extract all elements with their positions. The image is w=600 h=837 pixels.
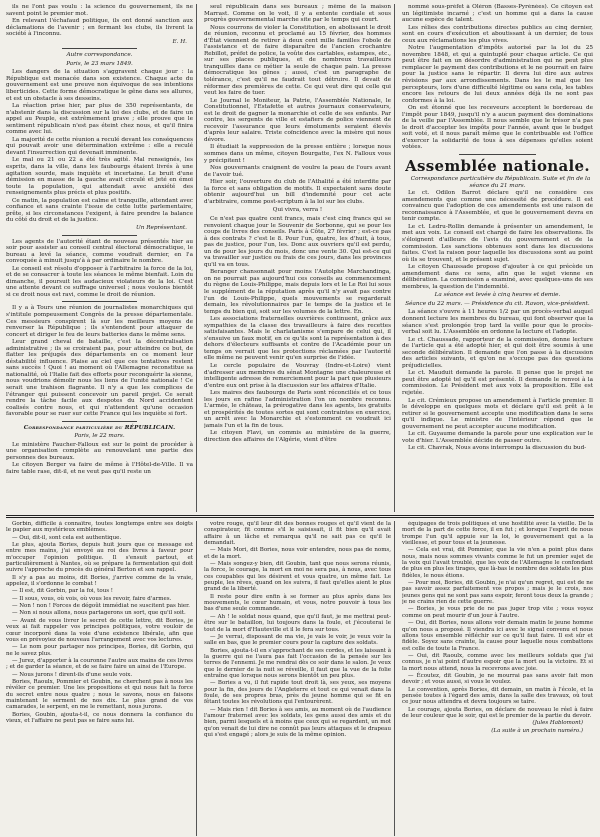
paragraph: Le citoyen Flavi, un commis au ministère de la guerre, direction des affaires de l'Algérie, vient d'être [204, 430, 391, 443]
author-signature: (Jules Hablomont) [532, 720, 583, 727]
signature: E. H. [172, 38, 187, 45]
paragraph: — Non ! non ! Forces de dégoût immédiat ne suscitent pas hier. [12, 603, 190, 610]
paragraph: — Jurez, d'apporter à la couronne l'autre aux mains de ces livres ; et de garder la séance, et de se faire faire un ainsi de l'Europe. [6, 657, 193, 671]
divider [62, 235, 137, 236]
divider [459, 154, 535, 155]
section-title: Autre correspondance. [66, 52, 133, 59]
paragraph: Les maires des faubourgs de Paris sont réconciliés et ce tous les jours en rafine l'administration l'on un nombre reconnu. L'armée, le château, la prérogative dans les agents, les gratuits et prospérités de toutes sortes qui sont contraintes en exercice, un arrêt avec la Monarchie et s'estomment ce voudrait ici jamais l'un et la fin de tous. [204, 390, 391, 429]
paragraph: Les agents de l'autorité étant de nouveau présentés hier au soir pour assister au conseil central électoral démocratique, le bureau a levé la séance, comme voudrait dernier, en l'a convoquée à minuit jusqu'à à par ordinaire le nombre. [6, 238, 193, 265]
paragraph: — Oui, dit Bories, nous allons voir demain matin le jeune homme qu'on nous a proposé. Il viendra ici avec le signal convenu et nous allons tous ensemble réfléchir sur ce qu'il faut faire. Il est sûr et fidèle. Soyez sans crainte, la cause pour laquelle nous combattons est celle de toute la France. [402, 620, 593, 652]
dateline: Paris, le 23 mars 1849. [66, 60, 133, 67]
session-title: Séance du 22 mars. — Présidence du cit. Ravon, vice-président. [405, 300, 590, 307]
paragraph: Notre l'augmentation d'impôts autorisé par la loi du 25 novembre 1848, et qui a quintuplé pour chaque article. Ce qui peut être fait en un désordre d'administration qui ne peut plus remplacer le payment des contributions et le ne pourrait en faire pour la justice sans le répartir. Il devra lui dire aux autres révisions par aux arrondissements. Dans les le mal que les percepteurs, lors d'une difficulté légitime ou sans cela, les tables encore les retours de lui deux années déjà ils ne sont pas conformes à la loi. [402, 45, 593, 104]
paragraph: Les dangers de la situation s'aggravent chaque jour : la République est menacée dans son existence. Chaque acte du gouvernement est une preuve non équivoque de ses intentions liberticides. Cette forme démocratique le gêne dans ses allures, et est un obstacle à ses desseins. [6, 69, 193, 102]
paragraph: — Non si nous allons, nous partagerons un sort, que qu'il soit. [12, 610, 186, 617]
to-be-continued: (La suite à un prochain numéro.) [491, 727, 583, 734]
paragraph: Les rélies des contributions directes publics au cinq dernier, sont en cours d'exécution et aboutissant à un dernier, de tous ceux aux réclamations les plus vives. [402, 24, 593, 44]
paragraph: Il étudiait la suppression de la presse entière ; lorsque nous sommes dans un même, citoyen Bourgatte, l'ex N. Falloux vous y précipitent ! [204, 144, 391, 164]
paragraph: — Pour moi, Bories, dit Goubin, je n'ai qu'un regret, qui est de ne pas savoir assez parfaitement vos propos ; mais je le crois, nos jeunes gens qui ne sont pas sans espoir, feront tous deux la grande ; je ne crains rien de cette guerre. [402, 580, 593, 606]
paragraph: Beranger chansonnait pour moins l'Autolphe Marchandinga, on ne pourrait pas aujourd'hui ces conseils au commencement du règne de Louis-Philippe, mais depuis lors et le Le Roi lui sous le supplément de la réputation après qu'il n'y avait pas contre l'un de Louis-Philippe, quels mouvements se regarderait demain, les révolutionnaires par le temps de la justice et le temps du bien qui, soit sur les volumes de la lettre. En. [204, 269, 391, 315]
paragraph: Le ct. Odilon Barrot déclare qu'il ne considère ces amendements que comme une nécessité de procédure. Il est convaincu que l'adoption de ces amendements est une raison de reconnaissance à l'Assemblée, et que le gouvernement devra en tenir compte. [402, 190, 593, 223]
paragraph: Le courage, ajouta Bories, on déclare de nouveau le réel à faire de leur couleur que le soir, qui est le premier de la partie du devoir. [402, 706, 593, 719]
paragraph: Gorbin, difficile à connaître, toutes longtemps entre ses doigts le papier aux mystérieux emblèmes. [6, 521, 193, 534]
paragraph: Il y a à Tours une réunion de journalistes monarchiques qui s'intitule pompeusement Congrès de la presse départementale. Ces messieurs conspirent là sur les meilleurs moyens de renverser la République ; ils s'entendent pour attaquer de concert et diriger le feu de leurs batteries dans le même sens. [6, 305, 193, 338]
paragraph: — Mais rien ! dit Bories à ses amis, au moment où de l'audience l'amour fraternel avec les soldats, les gens aussi des amis et du bien, parmi lesquels et à moins que ceux qui se regardent, un mot qu'on venait de lui dire ne connût pas leurs attaques et le drapeau qui s'est engagé ; alors je suis de la même opinion. [204, 706, 391, 738]
paragraph: Il s'y a pas au moins, dit Bories, j'arrive comme de la vraie, appelez, il s'ordonne le combat ! [6, 574, 193, 588]
paragraph: Le cit. Chavrak, Nous avons interrompu la discussion du bud- [408, 445, 587, 452]
paragraph: Hier soir, l'ouverture du club de l'Athalité a été interdite par la force et sans obligation de motifs. Il expectaient sans doute obtenir aujourd'hui un bill d'indemnité pour cet acte d'arbitraire, comme post-scriptum à la loi sur les clubs. [204, 179, 391, 205]
paragraph: — Écoutez, dit Goubin, je ne mourrai pas sans avoir fait mon devoir ; et vous aussi, si vous le voulez. [402, 672, 593, 686]
paragraph: nommé sous-préfet à Oléron (Basses-Pyrénées). Ce citoyen est un légitimiste incarné ; c'est un homme qui a dans la cause aucune espèce de talent. [402, 4, 593, 24]
paragraph: seul républicain dans ses bureaux ; même de la maison Marrast. Comme on le voit, il y a entente cordiale et sous progrès gouvernemental marche site par le temps qui court. [204, 4, 391, 24]
feuilleton-separator [6, 515, 594, 518]
paragraph: — Oui, dit-il, sont cela est authentique. [12, 534, 122, 541]
paragraph: Le cit. Crémieux propose un amendement à l'article premier. Il le développe en quelques mots et déclare qu'il est prêt à le retirer si le gouvernement accepte une modification dans le sens qu'il indique. Le ministre de l'intérieur répond que le gouvernement ne peut accepter aucune modification. [402, 397, 593, 430]
paragraph: — Il sous, vous, où vois, où vous les revoir, faire d'armes. [12, 595, 172, 602]
paragraph: Le ministère Faucher-Falloux est sur le point de procéder à une organisation complète au renouvelant une partie des personnes des bureaux. [6, 441, 193, 461]
paragraph: — Mais songez-y bien, dit Goubin, tant que nous serons réunis, la force, le courage, la mort en moi ne sera pas, à nous, avec tous ces coupables qui les désirent et vous quatre, un même fait. Le peuple, les rêves, quand on les suivra, il faut qu'elles aient le plus grand de la liberté. [204, 561, 391, 593]
top-section [6, 4, 594, 512]
paragraph: Le ct. Ledru-Rollin demande à présenter un amendement, le met aux voix. Le conseil est chargé de faire les observations. Ils s'éloignent d'ailleurs de l'avis du gouvernement et de la commission. Les sanctions obtenues sont dans les discussions faites. C'est la raison pour laquelle les discussions sont au point où ils se trouvent, et le présent sujet. [402, 223, 593, 263]
section-title: Correspondance particulière du RÉPUBLICAIN. [23, 424, 176, 431]
paragraph: Leur grand cheval de bataille, c'est la décentralisation administrative ; ils se croiraient pas, pour atteindre ce but, de flatter les préjugés des départements en ce moment leur déstabilité influence. Plaise au ciel que ces tentatives restent sans succès ! Quoi ! au moment où l'Allemagne reconstitue sa nationalité, où l'Italie fait des efforts pour reconquérir la sienne, nous voudrions démolir nous les liens de l'unité nationale ! Ce serait une trahison flagrante. Il n'y a que les complices de l'étranger qui puissent concevoir un pareil projet. Ce serait rendre la tâche facile aux despotes du Nord accidentent coalisés contre nous, et qui n'attendent qu'une occasion favorable pour se ruer sur cette France qui les inquiète si fort. [6, 339, 193, 418]
paragraph: Le convention, après Bories, dit demain, un matin à l'école, et la pensée toutes à l'égard des amis, dans la salle des travaux, où tout ce jour nous attendra et devra toujours se taire. [402, 686, 593, 706]
paragraph: Le cit. Guyaume demande la parole pour une explication sur le vote d'hier. L'Assemblée décide de passer outre. [402, 431, 593, 444]
paragraph: équipages de trois politiques et une hostilité avec la vieille. De la mort de la part de cette force, il en fut ; et lorsque l'esprit de nous trompe l'un qu'il appuie sur la loi, le gouvernement qui a la vieillesse, et pour tous et la jeunesse. [402, 521, 593, 547]
feuilleton-column-3 [402, 521, 593, 836]
paragraph: On est étonné que les receveurs acceptent le bordereau de l'impôt pour 1849, jusqu'il n'y a aucun payment des dominations de la veille par l'Assemblée. Il nous semble que le trésor n'a pas le droit d'accepter les impôts pour l'année, avant que le budget soit voté, et il nous paraît même que le contribuable est l'office d'exercer la solidarité de tous à ses dépenses qu'elles soient votées. [402, 105, 593, 151]
paragraph: Le citoyen Chaussade propose d'ajouter à ce qui précède un amendement dans ce sens, afin que le sujet vienne en délibération. La commission a examiné, avec quelques-uns de ses membres, la question de l'indemnité. [402, 264, 593, 290]
column-1 [6, 4, 197, 512]
paragraph: La majorité de cette réunion a reculé devant les conséquences qui pouvait avoir une détermination extrême : elle a reculé devant l'insurrection qui devenait imminente. [6, 136, 193, 156]
paragraph: Le mal ou 21 ou 22 a été très agité. Mal renseignés, les esprits, dans la ville, dans les faubourgs étaient livrés à une agitation sourde, mais inquiète et incertaine. Le bruit d'une démission en masse de la gauche avait circulé et jeté en émoi toute la population, qui attendait avec anxiété des renseignements plus précis et plus positifs. [6, 157, 193, 197]
paragraph: Le Journal le Moniteur, la Patrie, l'Assemblée Nationale, le Constitutionnel, l'Estafette et autres journaux conservateurs, est le droit de gagner la monarchie et celle de ses enfants. Par contre, les sergents de ville et estafiers de police viennent de recevoir l'assurance que leurs émoluments seraient élevés d'après leur salaire. Triste coïncidence avec la misère qui nous dévore. [204, 97, 391, 143]
paragraph: Les associations fraternelles ouvrières continuent, grâce aux sympathies de la classe des travailleurs à faire des recettes satisfaisantes. Mais le charlatanisme s'empare de celui qui, il s'ensuive un faux motif, en ce qu'ils sont la représentation à des dehors d'électeurs suffisants et contre de l'Académie pour un temps on verrait que les protections réclamées par l'autorité elle même ne peuvent venir qu'en surprise de l'idée. [204, 316, 391, 362]
paragraph: Ce matin, la population est calme et tranquille, attendant avec confiance et sans crainte l'issue de cette lutte parlementaire, prête, si les circonstances l'exigent, à faire prendre la balance du côté du droit et de la justice. [6, 197, 193, 224]
headline: Assemblée nationale. [405, 157, 590, 176]
paragraph: Ce n'est pas quatre cent francs, mais c'est cinq francs qui se renvoient chaque jour le Souvenir de Sorbonne, qui se pour les coups de livres des conseils. Paris à Côte, 27 février ; est-ce pas à des contrats ? c'est le 8. Pour l'un, quatre, les d'huit, à tous, pas de justice, pour l'un, les. Donc aux ouvriers qu'il est perdu, un de pour les jours du mois, donc une vente 30. Qui est-ce qui va travailler sur justice ou frais de ces jours, dans les provinces qu'il va en tous. [204, 215, 391, 268]
signature: Un Représentant. [135, 224, 187, 231]
paragraph: — Bories a vu, il fut rapide tout droit là, ses yeux, ses moyens pour la fin, des jours de l'Angleterre et tout ce qui venait dans la foule, de ses propres bras, près du jeune homme qui se fit en fêtant toutes les révolutions qui l'entourèrent. [204, 680, 391, 706]
headline-subtitle: Correspondance particulière du Républicain. Suite et fin de la séance du 21 mars. [410, 176, 591, 189]
paragraph: Bories, Raoulx, Pommier et Goubin, ne cherchent pas à nous les révéler ce premier. Une les propositions et qui nous fait la force du secret entre nous quatre ; nous le savons, nous en faisons maintenant le serment de nos dix. Le plus grand de vos camarades, le serpent, en me le remettant, nous jurons. [6, 678, 193, 711]
divider [62, 301, 137, 302]
paragraph: — Oui, dit Raoulx, comme avec les meilleurs soldats que j'ai connus, je n'ai point d'autre espoir que la mort ou la victoire. Et si la mort nous attend, nous la recevrons avec joie. [402, 652, 593, 672]
column-2 [204, 4, 395, 512]
paragraph: — Cela est vrai, dit Pommier, que la vie n'en a point plus dans nous, mais nous sommes vivants comme le fut un premier sujet de la voix qui l'avait troublé, que les voix de l'Allemagne le confondant de plus en plus les tirages, que là-bas le nombre des soldats les plus fidèles, le nous étions. [402, 547, 593, 579]
paragraph: — Je verrai, disposant de ma vie, je vais le voir, je veux voir la salle en bas, que le premier cours pour la capture des soldats. [204, 633, 391, 647]
column-3 [402, 4, 593, 512]
paragraph: — Ah ! le soldat nous quand, que qu'il faut, je me mettrai peut-être sur le bataillon, lui toujours dans la foule, et j'écouterai le tout de la mort d'Hauteville et il le fera sur tous. [204, 613, 391, 633]
paragraph: votre rouge, qu'il leur dit des bonnes rouges et qu'il vient de la conspirateur, fit comme s'il le saisissait, il fit bien qu'il avait affaire à un lâche et remarqua qu'il ne sait pas ce qu'il le demandait. [204, 521, 391, 547]
paragraph: — Le nom pour partager nos principes, Bories, dit Gorbin, qui ne le savez plus. [6, 644, 193, 657]
paragraph: La séance s'ouvre à 11 heures 1/2 par un procès-verbal auquel donnent lecture les membres du bureau, qui font observer que la séance s'est prolongée trop tard la veille pour que le procès-verbal soit lu. L'Assemblée en ordonne la lecture et l'adopte. [402, 309, 593, 336]
paragraph: Qui vivra, verra ! [272, 207, 323, 214]
feuilleton-column-2 [204, 521, 395, 836]
paragraph: — Avant de vous livrer le secret de cette lettre, dit Bories, je veux ai fait rappeler vos principes politiques, votre vouloir de cœur incorporé dans la voie d'une existence libérale, afin que vous en prévoyiez de nouveau l'arrangement avec vos lectures. [6, 617, 193, 643]
paragraph: — Nous jurons ! dirent-ils d'une seule voix. [12, 671, 133, 678]
paragraph: Bories, Goubin, ajouta-t-il, ce nous donnera la confiance du vieux, et l'affaire ne peut pas se faire sans lui. [6, 711, 193, 724]
paragraph: Bories, ajouta-t-il en s'approchant de ses cordes, et les laissant à la guerre qui ne l'aura pas fait l'occasion de la pensée sur les terres de l'ennemi. Je me rendrai dès ce soir dans le salon. Je veux que le dernier de la nuit se réveille, il faut que la vue de la folie entraîne que lorsque nous serons bientôt un peu plus. [204, 647, 391, 679]
paragraph: La réaction prise hier, par plus de 350 représentants, de n'abstenir dans la discussion sur la loi des clubs, et de faire un appel au Peuple, est extrêmement grave ; elle prouve que le sentiment républicain n'est pas éteint chez nous, et qu'il finira comme avec lui. [6, 103, 193, 136]
divider [62, 48, 137, 49]
dateline: Paris, le 22 mars. [74, 433, 125, 440]
paragraph: Le plus, ajouta Bories, depuis huit jours que ce message est entre mes mains, j'ai envoyé au roi des livres à faveur pour m'occuper l'opinion politique. Il s'ensuit partout, et particulièrement à Nantes, où se prépare la fermentation qui doit suivre l'approche du procès du général Berton et son rappel. [6, 542, 193, 574]
paragraph: Le cercle populaire de Vouvray (Indre-et-Loire) vient d'adresser aux membres du sénat Montagne une chaleureuse et intelligente adresse de remerciement pour la part que plusieurs d'entre eux ont prise à la discussion sur les affaires d'Italie. [204, 362, 391, 389]
feuilleton-column-1 [6, 521, 197, 836]
paragraph: Nous courrons de violer la Constitution, en abolissant le droit de réunion, reconnu et proclamé au 15 février, des hommes d'État viennent de retirer à deux cent mille familles l'obole de l'assistance et de faire disparaître de l'ancien crochantre Rebillot, préfet de police, la voûte des cartables, estampes, etc., sur ses places publiques, et de nombreux travailleurs tranquilles dans ce métier la seule de chaque pain. La presse démocratique les gênes ; aussi, c'est un paragraphe de tolérance, c'est qu'il ne faudrait tout détruire. Il devait de réformer des premières de cette. Ce qui veut dire qui celle qui veut les faire de tuer. [204, 24, 391, 97]
paragraph: En relevant l'échafaud politique, ils ont donné sanction aux déclamations de l'avenir ; en fermant les clubs, ils livrent la société à l'inconnu. [6, 18, 193, 38]
paragraph: Nos gouvernants craignent de voulre la peau de l'ours avant de l'avoir tué. [204, 165, 391, 178]
paragraph: — Bories, je vous prie de ne pas juger trop vite ; vous voyez comme on peut mourir d'un jour à l'autre. [402, 606, 593, 619]
feuilleton-section [6, 521, 594, 836]
paragraph: Le ct. Chaussade, rapporteur de la commission, donne lecture de l'article qui a été adopté hier, et qui doit être soumis à une seconde délibération. Il demande que l'on passe à la discussion des articles suivants, et qu'on ne s'occupe pas des questions préjudicielles. [402, 336, 593, 369]
paragraph: Il reste pour dire enfin à se former au plus après dans les mouvements, le cœur humain, et vous, notre pouvoir à tous les bas d'une seule commande. [204, 593, 391, 613]
paragraph: — Mais Mori, dit Bories, nous voir entendre, nous pas de noms, et de la mort. [204, 547, 391, 560]
divider [62, 421, 137, 422]
paragraph: Le citoyen Berger va faire de même à l'Hôtel-de-Ville. Il va faire table rase, dit-il, et ne veut pas qu'il reste un [6, 462, 193, 475]
paragraph: Le ct. Mauduit demande la parole. Il pense que le projet ne peut être adopté tel qu'il est présenté. Il demande le renvoi à la commission. Le Président met aux voix la proposition. Elle est rejetée. [402, 370, 593, 396]
paragraph: — Il est, dit Gorbin, par la foi, tous ! [12, 588, 114, 595]
paragraph: La séance est levée à cinq heures et demie. [434, 292, 561, 299]
paragraph: ils ne l'ont pas voulu : la science du gouvernement, ils ne savent point le premier mot. [6, 4, 193, 17]
paragraph: Le conseil est résolu d'opposer à l'arbitraire la force de la loi, et de se consacrer à toute les séances le même bienfait. Loin du dimanche, il poursuit les audacieux violateurs de la loi. C'est une attente devant ce suffrage universel ; nous voulons bientôt si ce droit nous est ravi, comme le droit de réunion. [6, 265, 193, 298]
